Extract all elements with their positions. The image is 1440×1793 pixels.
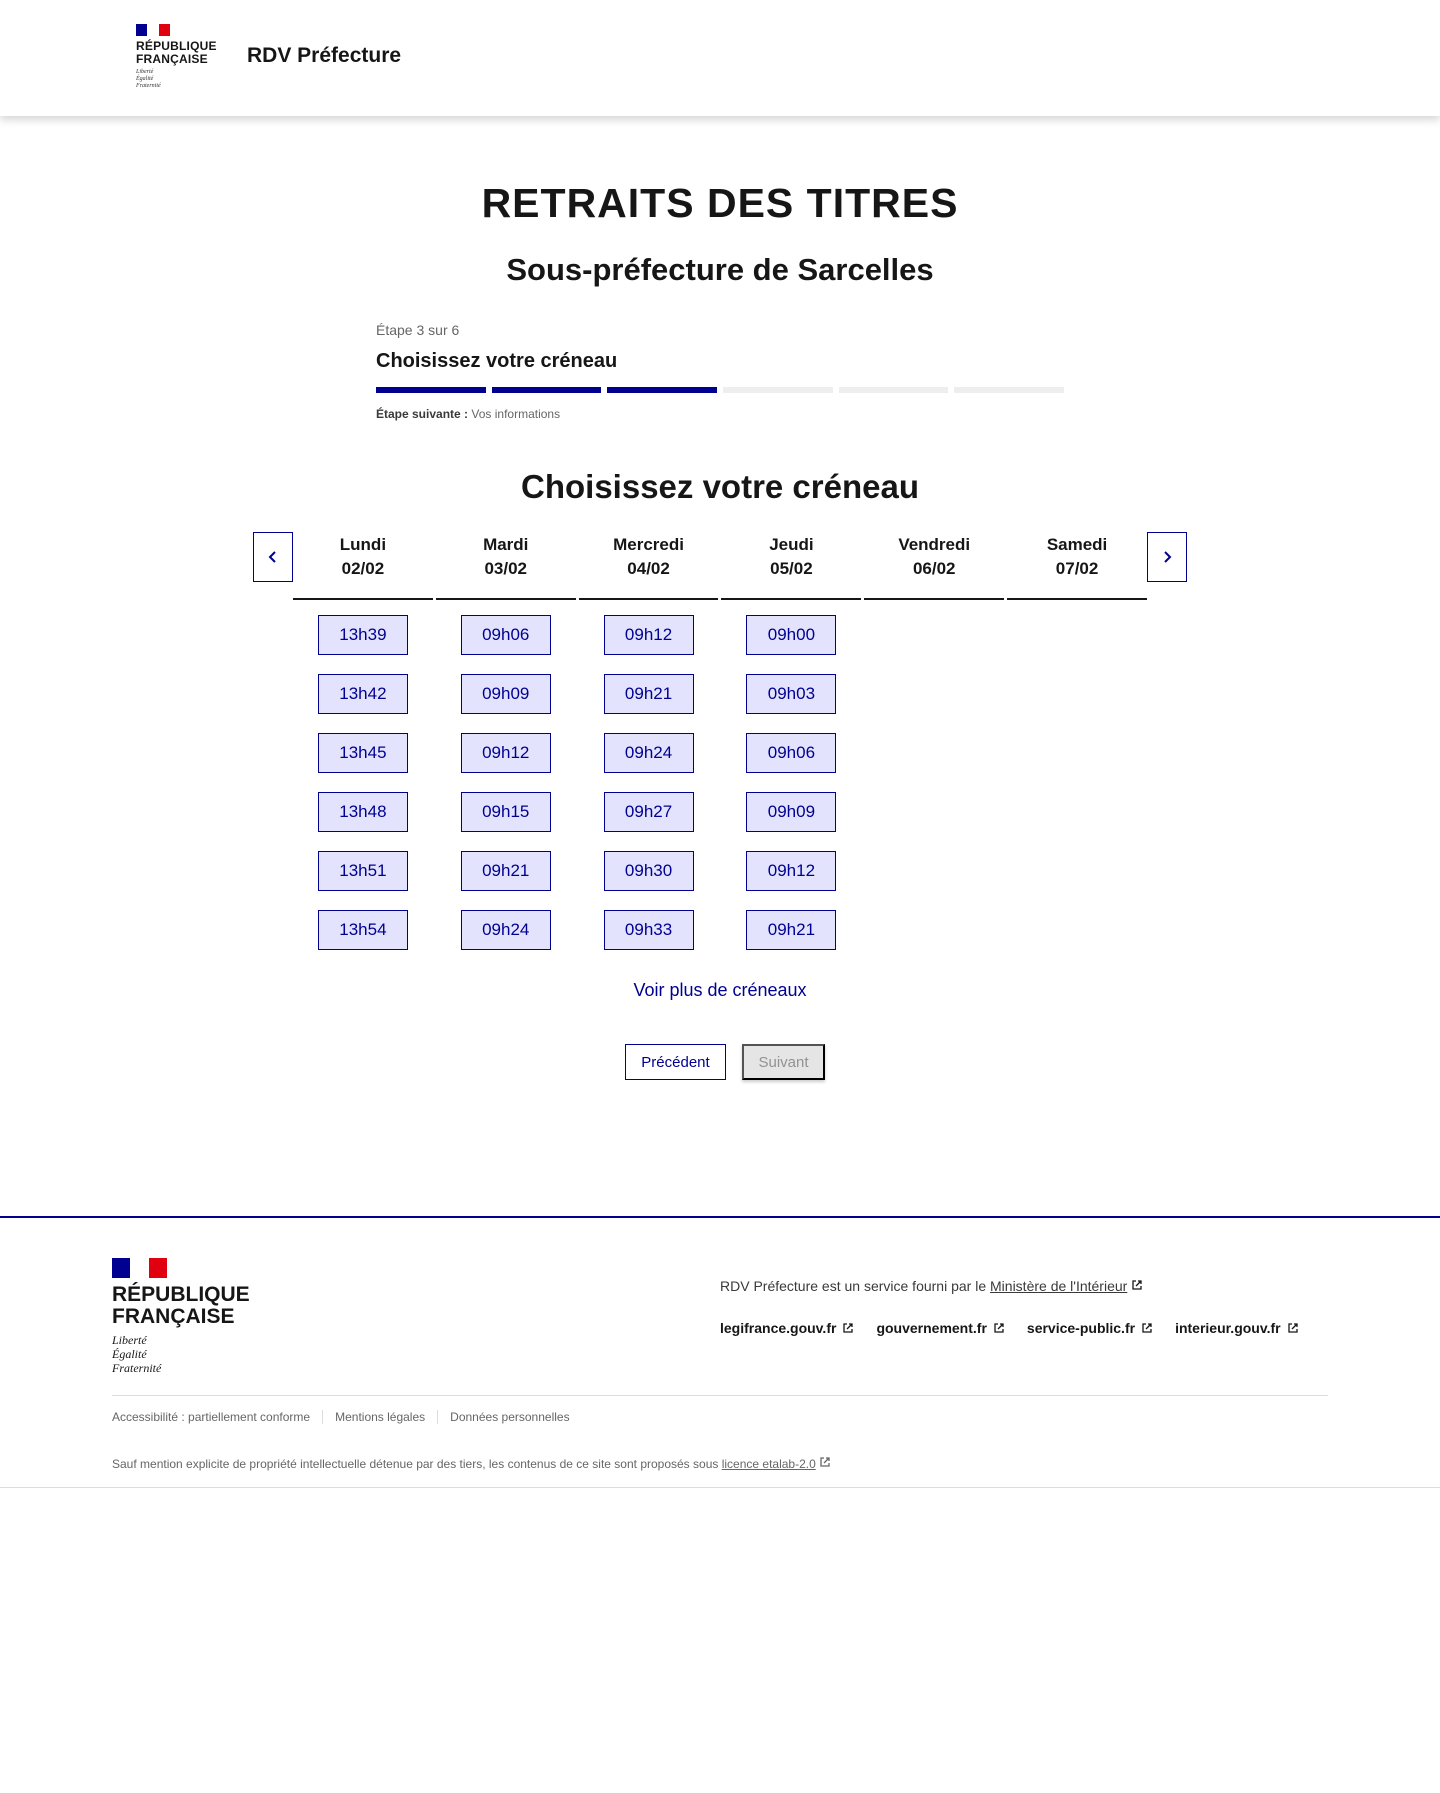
time-slot-button[interactable]: 09h09	[746, 792, 836, 832]
slot-calendar	[253, 532, 1187, 952]
day-columns	[293, 532, 1147, 950]
day-name: Lundi	[339, 535, 387, 554]
day-name: Mercredi	[613, 535, 684, 554]
next-week-button[interactable]	[1147, 532, 1187, 582]
footer-partner-link[interactable]: service-public.fr	[1027, 1320, 1153, 1336]
slot-section-title: Choisissez votre créneau	[521, 468, 919, 505]
step-bar-segment	[839, 387, 949, 393]
form-actions	[0, 1044, 1440, 1080]
republique-francaise-logo[interactable]	[136, 24, 220, 94]
footer-brand-text: RÉPUBLIQUE FRANÇAISE	[112, 1283, 250, 1328]
time-slot-button[interactable]: 09h21	[604, 674, 694, 714]
slot-list	[1007, 600, 1147, 615]
day-header	[293, 532, 433, 600]
external-link-icon	[993, 1322, 1005, 1334]
day-name: Mardi	[483, 535, 529, 554]
brand-text: RÉPUBLIQUE FRANÇAISE	[136, 39, 217, 66]
slot-list	[436, 600, 576, 950]
slot-list	[864, 600, 1004, 615]
time-slot-button[interactable]: 09h03	[746, 674, 836, 714]
next-button[interactable]: Suivant	[742, 1044, 825, 1080]
day-header	[436, 532, 576, 600]
time-slot-button[interactable]: 09h12	[604, 615, 694, 655]
day-header	[721, 532, 861, 600]
day-column	[864, 532, 1004, 950]
step-title: Choisissez votre créneau	[376, 350, 618, 372]
time-slot-button[interactable]: 09h06	[461, 615, 551, 655]
footer-description: RDV Préfecture est un service fourni par le Ministère de l'Intérieur	[720, 1278, 1143, 1294]
external-link-icon	[1131, 1279, 1143, 1291]
chevron-left-icon	[266, 550, 280, 564]
ministere-link[interactable]: Ministère de l'Intérieur	[990, 1278, 1128, 1294]
day-date: 04/02	[627, 559, 670, 578]
day-date: 05/02	[770, 559, 813, 578]
day-name: Samedi	[1046, 535, 1108, 554]
footer-partner-links	[720, 1320, 1299, 1336]
footer-partner-link[interactable]: interieur.gouv.fr	[1175, 1320, 1299, 1336]
time-slot-button[interactable]: 13h42	[318, 674, 408, 714]
time-slot-button[interactable]: 09h06	[746, 733, 836, 773]
page-title: RETRAITS DES TITRES	[481, 180, 959, 226]
time-slot-button[interactable]: 09h30	[604, 851, 694, 891]
day-header	[1007, 532, 1147, 600]
step-bar-segment	[376, 387, 486, 393]
day-header	[579, 532, 719, 600]
step-bar-segment	[607, 387, 717, 393]
day-column	[293, 532, 433, 950]
time-slot-button[interactable]: 13h51	[318, 851, 408, 891]
footer-bottom-link[interactable]: Accessibilité : partiellement conforme	[112, 1410, 311, 1424]
french-flag-icon	[112, 1258, 167, 1278]
footer-republique-francaise-logo[interactable]	[112, 1258, 250, 1375]
site-footer	[0, 1216, 1440, 1488]
brand-motto: Liberté Égalité Fraternité	[136, 69, 161, 89]
footer-bottom-link[interactable]: Données personnelles	[437, 1410, 581, 1424]
time-slot-button[interactable]: 09h21	[746, 910, 836, 950]
external-link-icon	[819, 1456, 831, 1468]
time-slot-button[interactable]: 09h27	[604, 792, 694, 832]
more-slots-link[interactable]: Voir plus de créneaux	[633, 980, 807, 1000]
day-header	[864, 532, 1004, 600]
day-date: 07/02	[1055, 559, 1099, 578]
day-date: 02/02	[341, 559, 385, 578]
slot-list	[721, 600, 861, 950]
time-slot-button[interactable]: 13h45	[318, 733, 408, 773]
footer-bottom-links	[112, 1410, 582, 1424]
time-slot-button[interactable]: 09h12	[461, 733, 551, 773]
step-progress-bar	[376, 387, 1064, 393]
previous-week-button[interactable]	[253, 532, 293, 582]
time-slot-button[interactable]: 09h24	[461, 910, 551, 950]
day-column	[579, 532, 719, 950]
footer-divider	[112, 1395, 1328, 1396]
service-name-link[interactable]: RDV Préfecture	[247, 44, 402, 67]
license-link[interactable]: licence etalab-2.0	[721, 1457, 816, 1471]
time-slot-button[interactable]: 13h48	[318, 792, 408, 832]
footer-partner-link[interactable]: legifrance.gouv.fr	[720, 1320, 854, 1336]
french-flag-icon	[136, 24, 170, 36]
day-column	[721, 532, 861, 950]
day-column	[1007, 532, 1147, 950]
external-link-icon	[1141, 1322, 1153, 1334]
chevron-right-icon	[1160, 550, 1174, 564]
time-slot-button[interactable]: 13h54	[318, 910, 408, 950]
slot-list	[293, 600, 433, 950]
day-date: 06/02	[912, 559, 956, 578]
time-slot-button[interactable]: 09h21	[461, 851, 551, 891]
time-slot-button[interactable]: 09h24	[604, 733, 694, 773]
time-slot-button[interactable]: 09h12	[746, 851, 836, 891]
external-link-icon	[842, 1322, 854, 1334]
time-slot-button[interactable]: 09h33	[604, 910, 694, 950]
day-column	[436, 532, 576, 950]
time-slot-button[interactable]: 09h00	[746, 615, 836, 655]
footer-partner-link[interactable]: gouvernement.fr	[876, 1320, 1004, 1336]
external-link-icon	[1287, 1322, 1299, 1334]
time-slot-button[interactable]: 09h09	[461, 674, 551, 714]
slot-list	[579, 600, 719, 950]
step-count: Étape 3 sur 6	[376, 322, 460, 338]
day-name: Vendredi	[898, 535, 971, 554]
footer-bottom-link[interactable]: Mentions légales	[322, 1410, 437, 1424]
footer-license: Sauf mention explicite de propriété intellectuelle détenue par des tiers, les contenus de ce site sont proposés sous licence etalab-2.0	[112, 1456, 831, 1471]
step-bar-segment	[954, 387, 1064, 393]
previous-button[interactable]: Précédent	[625, 1044, 726, 1080]
time-slot-button[interactable]: 13h39	[318, 615, 408, 655]
page-subtitle: Sous-préfecture de Sarcelles	[506, 252, 934, 287]
footer-brand-motto: Liberté Égalité Fraternité	[112, 1333, 162, 1375]
next-step-info: Étape suivante : Vos informations	[376, 407, 561, 421]
stepper	[376, 322, 1064, 421]
site-header	[0, 0, 1440, 116]
time-slot-button[interactable]: 09h15	[461, 792, 551, 832]
day-name: Jeudi	[769, 535, 814, 554]
step-bar-segment	[492, 387, 602, 393]
step-bar-segment	[723, 387, 833, 393]
day-date: 03/02	[484, 559, 528, 578]
